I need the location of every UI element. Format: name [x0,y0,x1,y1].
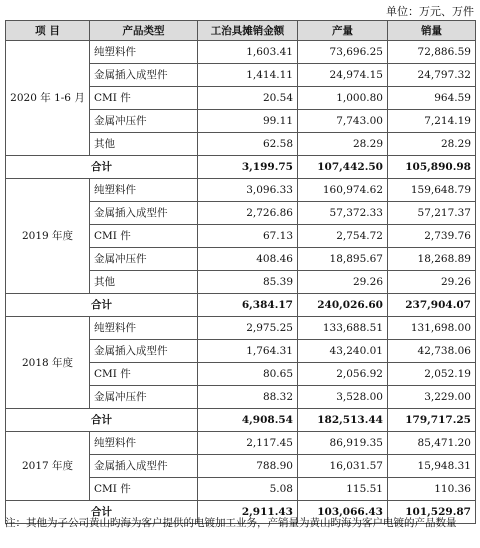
total-output-cell: 107,442.50 [298,156,388,179]
output-cell: 160,974.62 [298,179,388,202]
sales-cell: 7,214.19 [388,110,476,133]
table-row [6,432,476,455]
output-cell: 16,031.57 [298,455,388,478]
table-body [6,41,476,524]
period-cell: 2018 年度 [6,317,90,409]
sales-cell: 964.59 [388,87,476,110]
total-row [6,156,476,179]
output-cell: 1,000.80 [298,87,388,110]
product-type-cell: 纯塑料件 [90,432,198,455]
production-sales-table [5,20,476,524]
sales-cell: 85,471.20 [388,432,476,455]
product-type-cell: 金属插入成型件 [90,64,198,87]
total-label: 合计 [6,294,198,317]
total-row [6,409,476,432]
amortization-cell: 80.65 [198,363,298,386]
amortization-cell: 5.08 [198,478,298,501]
product-type-cell: 金属冲压件 [90,248,198,271]
sales-cell: 28.29 [388,133,476,156]
product-type-cell: 金属插入成型件 [90,340,198,363]
amortization-cell: 99.11 [198,110,298,133]
total-amortization-cell: 2,911.43 [198,501,298,524]
output-cell: 2,056.92 [298,363,388,386]
product-type-cell: 纯塑料件 [90,317,198,340]
amortization-cell: 2,117.45 [198,432,298,455]
output-cell: 29.26 [298,271,388,294]
table-row [6,179,476,202]
sales-cell: 24,797.32 [388,64,476,87]
sales-cell: 72,886.59 [388,41,476,64]
product-type-cell: 金属冲压件 [90,386,198,409]
sales-cell: 29.26 [388,271,476,294]
sales-cell: 3,229.00 [388,386,476,409]
amortization-cell: 88.32 [198,386,298,409]
product-type-cell: 其他 [90,271,198,294]
product-type-cell: 金属插入成型件 [90,455,198,478]
sales-cell: 15,948.31 [388,455,476,478]
output-cell: 115.51 [298,478,388,501]
amortization-cell: 1,603.41 [198,41,298,64]
unit-label: 单位：万元、万件 [386,5,474,18]
total-output-cell: 103,066.43 [298,501,388,524]
output-cell: 57,372.33 [298,202,388,225]
product-type-cell: 纯塑料件 [90,41,198,64]
total-sales-cell: 101,529.87 [388,501,476,524]
sales-cell: 110.36 [388,478,476,501]
sales-cell: 42,738.06 [388,340,476,363]
output-cell: 86,919.35 [298,432,388,455]
header-row [6,21,476,41]
total-row [6,294,476,317]
output-cell: 2,754.72 [298,225,388,248]
amortization-cell: 62.58 [198,133,298,156]
total-sales-cell: 179,717.25 [388,409,476,432]
amortization-cell: 3,096.33 [198,179,298,202]
header-sales: 销量 [388,21,476,41]
sales-cell: 18,268.89 [388,248,476,271]
header-project: 项 目 [6,21,90,41]
table-row [6,41,476,64]
total-output-cell: 182,513.44 [298,409,388,432]
header-output: 产量 [298,21,388,41]
amortization-cell: 20.54 [198,87,298,110]
output-cell: 7,743.00 [298,110,388,133]
amortization-cell: 408.46 [198,248,298,271]
product-type-cell: CMI 件 [90,478,198,501]
period-cell: 2019 年度 [6,179,90,294]
product-type-cell: 纯塑料件 [90,179,198,202]
output-cell: 133,688.51 [298,317,388,340]
product-type-cell: CMI 件 [90,225,198,248]
amortization-cell: 85.39 [198,271,298,294]
amortization-cell: 67.13 [198,225,298,248]
sales-cell: 2,052.19 [388,363,476,386]
output-cell: 3,528.00 [298,386,388,409]
table-row [6,317,476,340]
product-type-cell: CMI 件 [90,363,198,386]
total-label: 合计 [6,409,198,432]
header-tooling-amortization: 工治具摊销金额 [198,21,298,41]
output-cell: 73,696.25 [298,41,388,64]
sales-cell: 159,648.79 [388,179,476,202]
amortization-cell: 2,975.25 [198,317,298,340]
period-cell: 2017 年度 [6,432,90,501]
footnote: 注：其他为子公司黄山昀海为客户提供的电镀加工业务，产销量为黄山昀海为客户电镀的产品数量 [5,517,457,529]
amortization-cell: 2,726.86 [198,202,298,225]
period-cell: 2020 年 1-6 月 [6,41,90,156]
output-cell: 24,974.15 [298,64,388,87]
header-product-type: 产品类型 [90,21,198,41]
total-output-cell: 240,026.60 [298,294,388,317]
product-type-cell: CMI 件 [90,87,198,110]
sales-cell: 131,698.00 [388,317,476,340]
output-cell: 28.29 [298,133,388,156]
total-sales-cell: 105,890.98 [388,156,476,179]
total-amortization-cell: 6,384.17 [198,294,298,317]
output-cell: 18,895.67 [298,248,388,271]
amortization-cell: 788.90 [198,455,298,478]
total-amortization-cell: 4,908.54 [198,409,298,432]
output-cell: 43,240.01 [298,340,388,363]
total-label: 合计 [6,156,198,179]
amortization-cell: 1,414.11 [198,64,298,87]
total-amortization-cell: 3,199.75 [198,156,298,179]
amortization-cell: 1,764.31 [198,340,298,363]
total-sales-cell: 237,904.07 [388,294,476,317]
product-type-cell: 金属插入成型件 [90,202,198,225]
sales-cell: 2,739.76 [388,225,476,248]
product-type-cell: 其他 [90,133,198,156]
total-label: 合计 [6,501,198,524]
product-type-cell: 金属冲压件 [90,110,198,133]
sales-cell: 57,217.37 [388,202,476,225]
